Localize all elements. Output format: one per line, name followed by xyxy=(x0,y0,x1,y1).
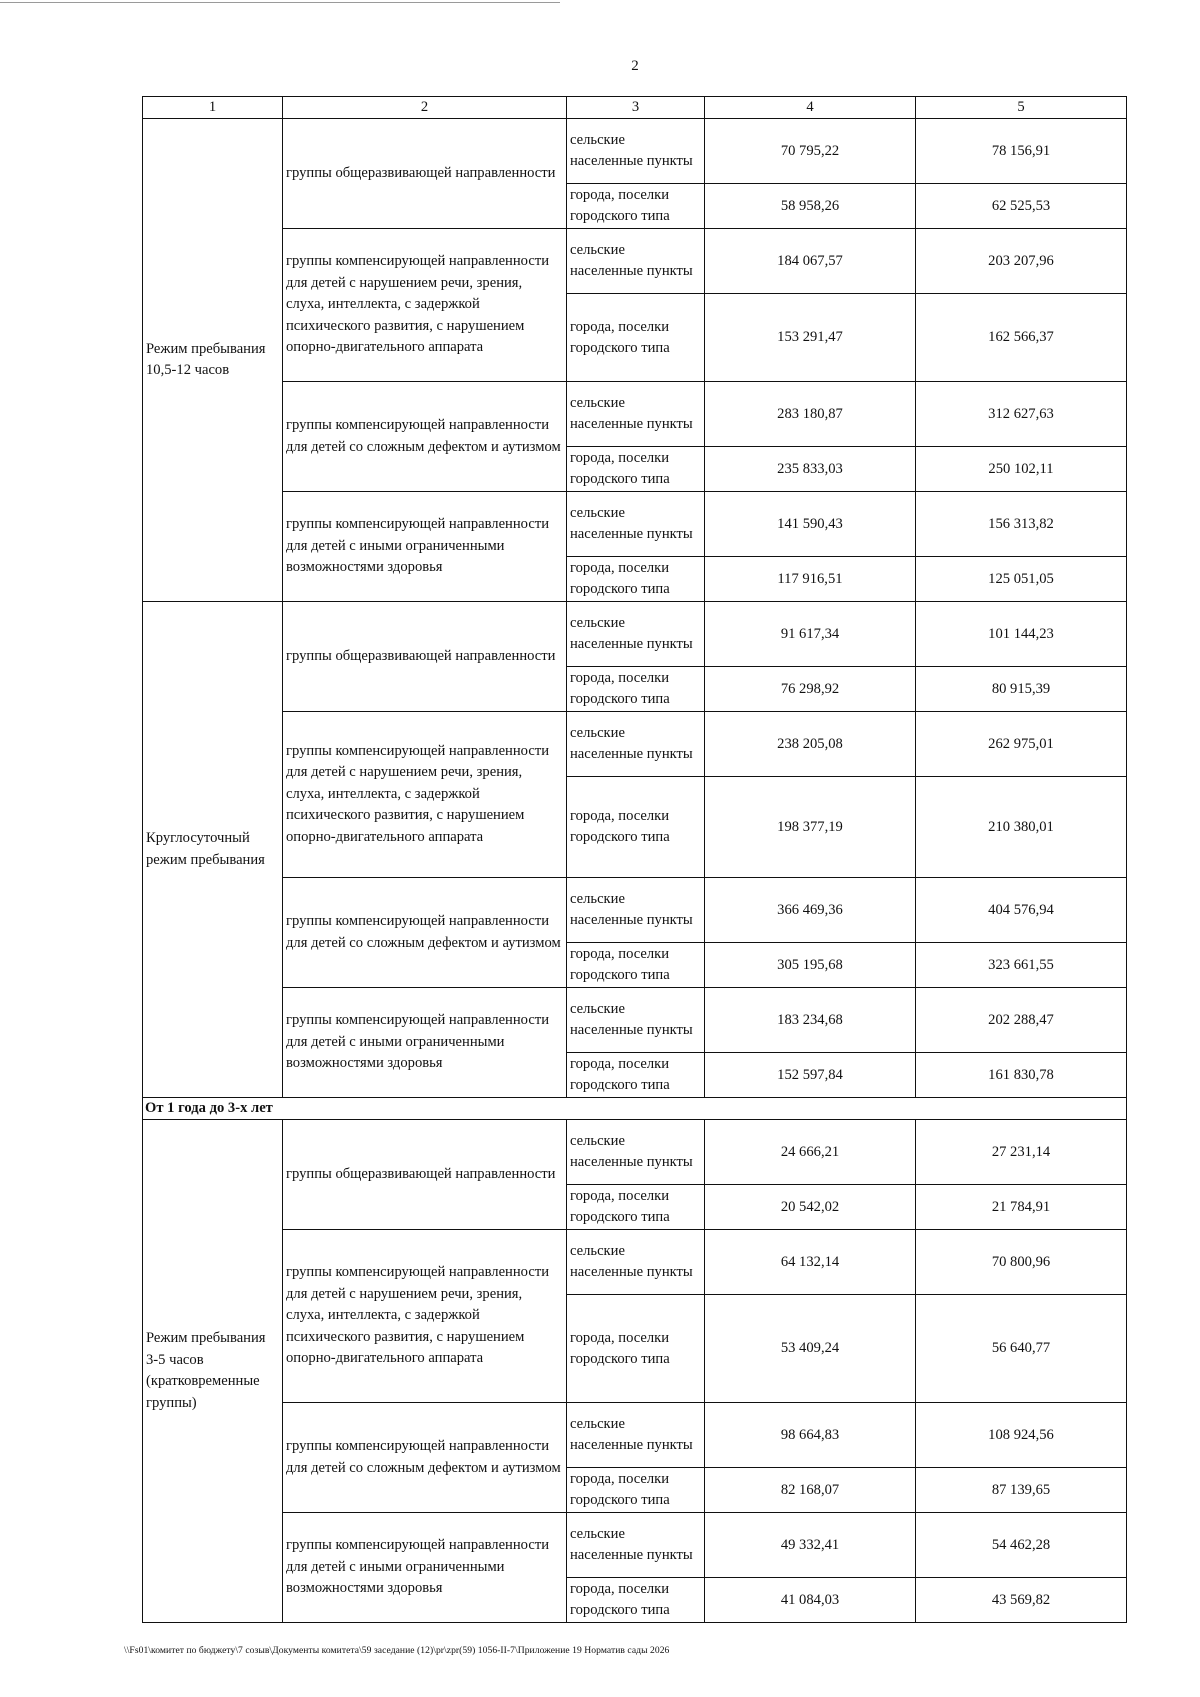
value-col-5: 262 975,01 xyxy=(916,712,1127,777)
value-col-5: 202 288,47 xyxy=(916,988,1127,1053)
table-row xyxy=(143,492,1127,557)
group-cell: группы компенсирующей направленности для детей с нарушением речи, зрения, слуха, интеллекта, с задержкой психического развития, с нарушением опорно-двигательного аппарата xyxy=(283,229,567,382)
value-col-4: 20 542,02 xyxy=(705,1185,916,1230)
header-col-3: 3 xyxy=(567,97,705,119)
value-col-4: 152 597,84 xyxy=(705,1053,916,1098)
group-cell: группы компенсирующей направленности для детей с нарушением речи, зрения, слуха, интеллекта, с задержкой психического развития, с нарушением опорно-двигательного аппарата xyxy=(283,1230,567,1403)
settlement-type-cell: сельские населенные пункты xyxy=(567,492,705,557)
settlement-type-cell: сельские населенные пункты xyxy=(567,712,705,777)
page-number: 2 xyxy=(631,58,639,74)
value-col-4: 153 291,47 xyxy=(705,294,916,382)
settlement-type-cell: сельские населенные пункты xyxy=(567,119,705,184)
settlement-type-cell: города, поселки городского типа xyxy=(567,557,705,602)
table-row xyxy=(143,602,1127,667)
table-row xyxy=(143,988,1127,1053)
table-row xyxy=(143,1403,1127,1468)
table-row xyxy=(143,382,1127,447)
group-cell: группы общеразвивающей направленности xyxy=(283,602,567,712)
value-col-5: 404 576,94 xyxy=(916,878,1127,943)
settlement-type-cell: сельские населенные пункты xyxy=(567,602,705,667)
settlement-type-cell: сельские населенные пункты xyxy=(567,1120,705,1185)
settlement-type-cell: города, поселки городского типа xyxy=(567,777,705,878)
mode-cell: Режим пребывания 10,5-12 часов xyxy=(143,119,283,602)
settlement-type-cell: города, поселки городского типа xyxy=(567,667,705,712)
value-col-5: 80 915,39 xyxy=(916,667,1127,712)
value-col-4: 64 132,14 xyxy=(705,1230,916,1295)
value-col-5: 323 661,55 xyxy=(916,943,1127,988)
group-cell: группы общеразвивающей направленности xyxy=(283,1120,567,1230)
header-col-4: 4 xyxy=(705,97,916,119)
value-col-4: 41 084,03 xyxy=(705,1578,916,1623)
value-col-4: 24 666,21 xyxy=(705,1120,916,1185)
table-row xyxy=(143,878,1127,943)
value-col-5: 250 102,11 xyxy=(916,447,1127,492)
value-col-4: 58 958,26 xyxy=(705,184,916,229)
settlement-type-cell: города, поселки городского типа xyxy=(567,447,705,492)
value-col-4: 53 409,24 xyxy=(705,1295,916,1403)
value-col-4: 91 617,34 xyxy=(705,602,916,667)
group-cell: группы компенсирующей направленности для детей со сложным дефектом и аутизмом xyxy=(283,1403,567,1513)
settlement-type-cell: сельские населенные пункты xyxy=(567,1403,705,1468)
value-col-4: 70 795,22 xyxy=(705,119,916,184)
mode-cell: Круглосуточный режим пребывания xyxy=(143,602,283,1098)
value-col-5: 21 784,91 xyxy=(916,1185,1127,1230)
value-col-4: 82 168,07 xyxy=(705,1468,916,1513)
value-col-5: 62 525,53 xyxy=(916,184,1127,229)
settlement-type-cell: сельские населенные пункты xyxy=(567,382,705,447)
normative-table xyxy=(142,96,1127,1623)
value-col-5: 203 207,96 xyxy=(916,229,1127,294)
value-col-4: 198 377,19 xyxy=(705,777,916,878)
group-cell: группы общеразвивающей направленности xyxy=(283,119,567,229)
settlement-type-cell: сельские населенные пункты xyxy=(567,1230,705,1295)
settlement-type-cell: города, поселки городского типа xyxy=(567,1578,705,1623)
settlement-type-cell: города, поселки городского типа xyxy=(567,1185,705,1230)
value-col-5: 156 313,82 xyxy=(916,492,1127,557)
section-heading: От 1 года до 3-х лет xyxy=(143,1098,1127,1120)
file-path-footer: \\Fs01\комитет по бюджету\7 созыв\Документы комитета\59 заседание (12)\pr\zpr(59) 1056-II-7\Приложение 19 Норматив сады 2026 xyxy=(124,1645,670,1656)
group-cell: группы компенсирующей направленности для детей с иными ограниченными возможностями здоровья xyxy=(283,988,567,1098)
scan-artifact-line xyxy=(0,2,560,3)
value-col-5: 87 139,65 xyxy=(916,1468,1127,1513)
settlement-type-cell: сельские населенные пункты xyxy=(567,229,705,294)
value-col-4: 184 067,57 xyxy=(705,229,916,294)
value-col-4: 49 332,41 xyxy=(705,1513,916,1578)
table-row xyxy=(143,229,1127,294)
value-col-4: 76 298,92 xyxy=(705,667,916,712)
value-col-5: 101 144,23 xyxy=(916,602,1127,667)
section-heading-row xyxy=(143,1098,1127,1120)
group-cell: группы компенсирующей направленности для детей со сложным дефектом и аутизмом xyxy=(283,382,567,492)
group-cell: группы компенсирующей направленности для детей со сложным дефектом и аутизмом xyxy=(283,878,567,988)
value-col-4: 98 664,83 xyxy=(705,1403,916,1468)
settlement-type-cell: сельские населенные пункты xyxy=(567,878,705,943)
table-row xyxy=(143,1513,1127,1578)
value-col-5: 56 640,77 xyxy=(916,1295,1127,1403)
value-col-4: 235 833,03 xyxy=(705,447,916,492)
value-col-5: 27 231,14 xyxy=(916,1120,1127,1185)
value-col-4: 366 469,36 xyxy=(705,878,916,943)
value-col-4: 283 180,87 xyxy=(705,382,916,447)
value-col-5: 162 566,37 xyxy=(916,294,1127,382)
table-row xyxy=(143,1120,1127,1185)
group-cell: группы компенсирующей направленности для детей с иными ограниченными возможностями здоровья xyxy=(283,1513,567,1623)
value-col-5: 78 156,91 xyxy=(916,119,1127,184)
value-col-5: 210 380,01 xyxy=(916,777,1127,878)
table-row xyxy=(143,119,1127,184)
value-col-5: 108 924,56 xyxy=(916,1403,1127,1468)
group-cell: группы компенсирующей направленности для детей с иными ограниченными возможностями здоровья xyxy=(283,492,567,602)
value-col-4: 238 205,08 xyxy=(705,712,916,777)
settlement-type-cell: города, поселки городского типа xyxy=(567,1295,705,1403)
settlement-type-cell: города, поселки городского типа xyxy=(567,943,705,988)
value-col-5: 54 462,28 xyxy=(916,1513,1127,1578)
settlement-type-cell: сельские населенные пункты xyxy=(567,988,705,1053)
header-col-1: 1 xyxy=(143,97,283,119)
value-col-4: 183 234,68 xyxy=(705,988,916,1053)
table-row xyxy=(143,1230,1127,1295)
value-col-4: 305 195,68 xyxy=(705,943,916,988)
settlement-type-cell: города, поселки городского типа xyxy=(567,184,705,229)
table-row xyxy=(143,712,1127,777)
mode-cell: Режим пребывания 3-5 часов (кратковременные группы) xyxy=(143,1120,283,1623)
value-col-4: 117 916,51 xyxy=(705,557,916,602)
group-cell: группы компенсирующей направленности для детей с нарушением речи, зрения, слуха, интеллекта, с задержкой психического развития, с нарушением опорно-двигательного аппарата xyxy=(283,712,567,878)
settlement-type-cell: города, поселки городского типа xyxy=(567,1468,705,1513)
value-col-5: 70 800,96 xyxy=(916,1230,1127,1295)
settlement-type-cell: сельские населенные пункты xyxy=(567,1513,705,1578)
settlement-type-cell: города, поселки городского типа xyxy=(567,1053,705,1098)
settlement-type-cell: города, поселки городского типа xyxy=(567,294,705,382)
header-row xyxy=(143,97,1127,119)
value-col-5: 312 627,63 xyxy=(916,382,1127,447)
value-col-5: 125 051,05 xyxy=(916,557,1127,602)
value-col-5: 43 569,82 xyxy=(916,1578,1127,1623)
header-col-2: 2 xyxy=(283,97,567,119)
value-col-5: 161 830,78 xyxy=(916,1053,1127,1098)
header-col-5: 5 xyxy=(916,97,1127,119)
value-col-4: 141 590,43 xyxy=(705,492,916,557)
